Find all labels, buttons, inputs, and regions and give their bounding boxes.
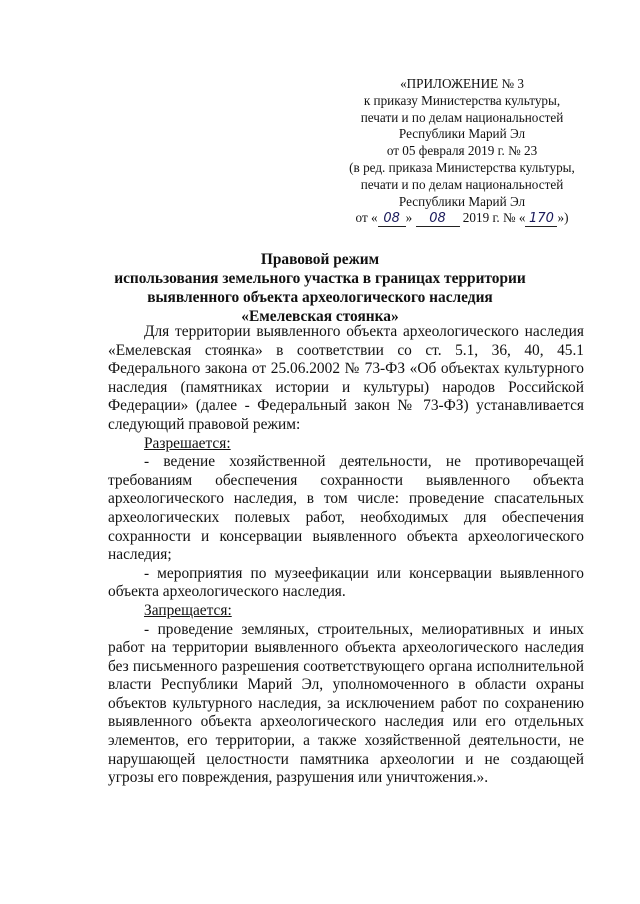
title-line: «Емелевская стоянка» <box>241 308 399 325</box>
title-line: выявленного объекта археологического наследия <box>147 289 493 306</box>
appendix-line: Республики Марий Эл <box>398 126 526 142</box>
handwritten-month: 08 <box>416 212 460 227</box>
date-mid1: » <box>405 210 413 226</box>
appendix-line: печати и по делам национальностей <box>360 176 564 192</box>
forbidden-item: - проведение земляных, строительных, мелиоративных и иных работ на территории выявленного объекта археологического наследия без письменного разрешения соответствующего органа исполнительной власти Республики Марий Эл, уполномоченного в области охраны объектов культурного наследия, за исключением работ по сохранению выявленного объекта археологического наследия или его отдельных элементов, его территории, а также хозяйственной деятельности, не нарушающей целостности памятника археологии и не создающей угрозы его повреждения, разрушения или уничтожения.». <box>108 620 584 787</box>
allowed-item: - мероприятия по музеефикации или консервации выявленного объекта археологического наследия. <box>108 564 584 601</box>
appendix-header <box>332 76 592 227</box>
date-prefix: от « <box>355 210 378 226</box>
allowed-heading: Разрешается: <box>144 434 231 452</box>
intro-paragraph: Для территории выявленного объекта археологического наследия «Емелевская стоянка» в соответствии со ст. 5.1, 36, 40, 45.1 Федерального закона от 25.06.2002 № 73-ФЗ «Об объектах культурного наследия (памятниках истории и культуры) народов Российской Федерации» (далее - Федеральный закон № 73-ФЗ) устанавливается следующий правовой режим: <box>108 323 584 433</box>
date-mid2: 2019 г. № « <box>462 210 526 226</box>
amendment-date-line <box>332 210 592 227</box>
appendix-line: к приказу Министерства культуры, <box>363 92 561 108</box>
allowed-item: - ведение хозяйственной деятельности, не противоречащей требованиям обеспечения сохранности выявленного объекта археологического наследия, в том числе: проведение спасательных археологических полевых работ, необходимых для обеспечения сохранности и консервации выявленного объекта археологического наследия; <box>108 453 584 564</box>
forbidden-heading: Запрещается: <box>144 601 232 619</box>
date-suffix: ») <box>557 210 569 226</box>
appendix-line: от 05 февраля 2019 г. № 23 <box>386 143 538 159</box>
handwritten-number: 170 <box>525 212 557 227</box>
appendix-line: «ПРИЛОЖЕНИЕ № 3 <box>400 76 524 91</box>
title-line: Правовой режим <box>260 251 380 268</box>
document-title <box>60 250 580 326</box>
appendix-line: Республики Марий Эл <box>398 193 526 209</box>
appendix-line: печати и по делам национальностей <box>360 109 564 125</box>
title-line: использования земельного участка в границах территории <box>114 270 526 287</box>
handwritten-day: 08 <box>378 212 406 227</box>
appendix-line: (в ред. приказа Министерства культуры, <box>349 159 575 175</box>
document-body <box>108 323 584 788</box>
